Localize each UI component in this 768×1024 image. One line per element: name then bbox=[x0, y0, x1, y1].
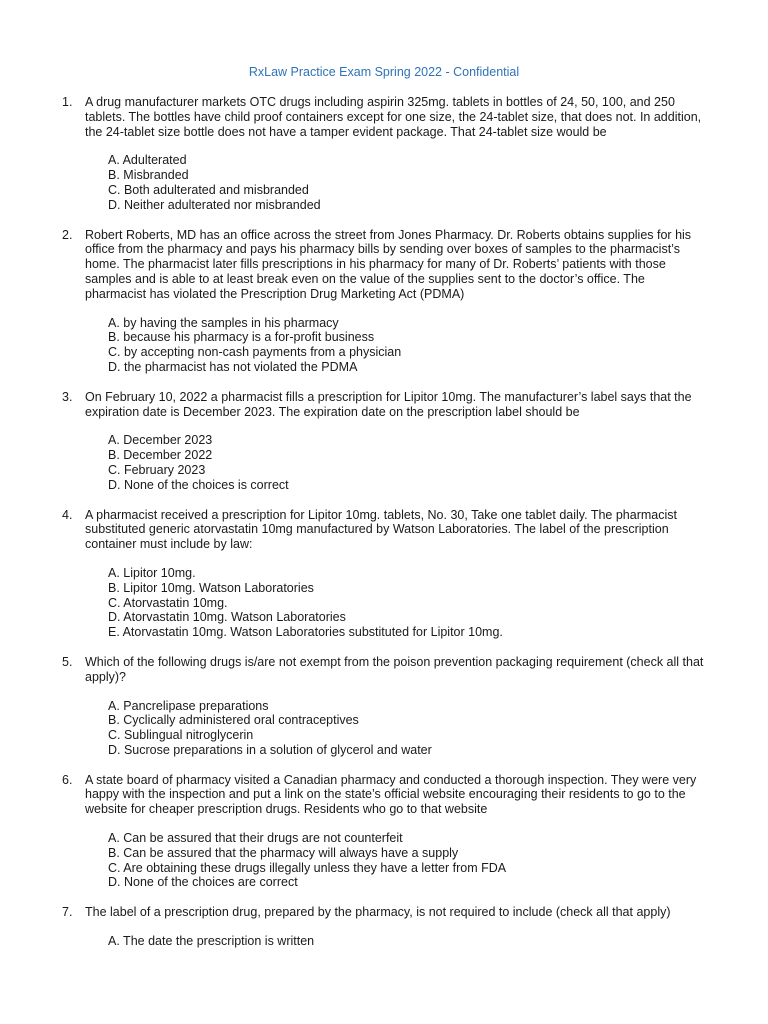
answer-choice: D. Neither adulterated nor misbranded bbox=[108, 197, 321, 212]
question-body bbox=[85, 228, 706, 375]
answer-choice: D. None of the choices is correct bbox=[108, 477, 289, 492]
question-text: A pharmacist received a prescription for Lipitor 10mg. tablets, No. 30, Take one tablet daily. The pharmacist substituted generic atorvastatin 10mg manufactured by Watson Laboratories. The label of the prescription container must include by law: bbox=[85, 507, 677, 552]
question-number: 2. bbox=[62, 227, 73, 242]
question-text: A state board of pharmacy visited a Canadian pharmacy and conducted a thorough inspection. They were very happy with the inspection and put a link on the state’s official website encouraging their residents to go to the website for cheaper prescription drugs. Residents who go to that website bbox=[85, 772, 697, 817]
answer-choice: C. Both adulterated and misbranded bbox=[108, 182, 309, 197]
question-body bbox=[85, 390, 706, 493]
question-body bbox=[85, 905, 706, 949]
answer-choice: D. Atorvastatin 10mg. Watson Laboratories bbox=[108, 610, 346, 625]
question-text: Robert Roberts, MD has an office across the street from Jones Pharmacy. Dr. Roberts obtains supplies for his office from the pharmacy and pays his pharmacy bills by sending over boxes of samples to the pharmacist’s home. The pharmacist later fills prescriptions in his pharmacy for many of Dr. Roberts’ patients with those samples and is able to at least break even on the value of the supplies sent to the doctor’s office. The pharmacist has violated the Prescription Drug Marketing Act (PDMA) bbox=[85, 227, 692, 301]
answer-choice: D. None of the choices are correct bbox=[108, 875, 298, 890]
answer-choice: B. Lipitor 10mg. Watson Laboratories bbox=[108, 580, 314, 595]
choice-list bbox=[108, 316, 706, 375]
question-body bbox=[85, 508, 706, 640]
answer-choice: A. Can be assured that their drugs are not counterfeit bbox=[108, 831, 403, 846]
choice-list bbox=[108, 934, 706, 949]
answer-choice: C. Sublingual nitroglycerin bbox=[108, 728, 254, 743]
answer-choice: A. Adulterated bbox=[108, 153, 187, 168]
question-text: Which of the following drugs is/are not exempt from the poison prevention packaging requirement (check all that apply)? bbox=[85, 654, 704, 684]
question-item bbox=[62, 508, 706, 640]
question-body bbox=[85, 655, 706, 758]
answer-choice: B. because his pharmacy is a for-profit business bbox=[108, 330, 375, 345]
question-body bbox=[85, 95, 706, 213]
question-number: 3. bbox=[62, 389, 73, 404]
answer-choice: B. Misbranded bbox=[108, 168, 189, 183]
answer-choice: B. Cyclically administered oral contraceptives bbox=[108, 713, 359, 728]
answer-choice: B. Can be assured that the pharmacy will always have a supply bbox=[108, 845, 459, 860]
question-text: The label of a prescription drug, prepared by the pharmacy, is not required to include (check all that apply) bbox=[85, 905, 671, 920]
question-text: A drug manufacturer markets OTC drugs including aspirin 325mg. tablets in bottles of 24, 50, 100, and 250 tablets. The bottles have child proof containers except for one size, the 24-tablet size, that does not. In addition, the 24-tablet size bottle does not have a tamper evident package. That 24-tablet size would be bbox=[85, 95, 702, 139]
question-item bbox=[62, 905, 706, 949]
answer-choice: E. Atorvastatin 10mg. Watson Laboratories substituted for Lipitor 10mg. bbox=[108, 625, 503, 640]
answer-choice: C. Atorvastatin 10mg. bbox=[108, 595, 228, 610]
choice-list bbox=[108, 566, 706, 640]
question-number: 6. bbox=[62, 772, 73, 787]
answer-choice: A. Lipitor 10mg. bbox=[108, 565, 196, 580]
question-number: 7. bbox=[62, 905, 73, 920]
question-item bbox=[62, 228, 706, 375]
question-item bbox=[62, 655, 706, 758]
choice-list bbox=[108, 831, 706, 890]
question-item bbox=[62, 390, 706, 493]
choice-list bbox=[108, 433, 706, 492]
choice-list bbox=[108, 699, 706, 758]
question-body bbox=[85, 773, 706, 891]
answer-choice: C. Are obtaining these drugs illegally unless they have a letter from FDA bbox=[108, 860, 507, 875]
page-title: RxLaw Practice Exam Spring 2022 - Confidential bbox=[248, 65, 520, 79]
answer-choice: B. December 2022 bbox=[108, 448, 213, 463]
answer-choice: A. Pancrelipase preparations bbox=[108, 698, 269, 713]
answer-choice: A. December 2023 bbox=[108, 433, 213, 448]
question-number: 4. bbox=[62, 507, 73, 522]
answer-choice: C. February 2023 bbox=[108, 462, 206, 477]
choice-list bbox=[108, 153, 706, 212]
question-list bbox=[62, 95, 706, 949]
question-text: On February 10, 2022 a pharmacist fills a prescription for Lipitor 10mg. The manufacturer’s label says that the expiration date is December 2023. The expiration date on the prescription label should be bbox=[85, 389, 692, 419]
answer-choice: C. by accepting non-cash payments from a physician bbox=[108, 345, 402, 360]
question-item bbox=[62, 95, 706, 213]
answer-choice: D. Sucrose preparations in a solution of glycerol and water bbox=[108, 742, 432, 757]
question-number: 1. bbox=[62, 95, 73, 109]
question-number: 5. bbox=[62, 654, 73, 669]
answer-choice: A. by having the samples in his pharmacy bbox=[108, 315, 339, 330]
question-item bbox=[62, 773, 706, 891]
answer-choice: D. the pharmacist has not violated the PDMA bbox=[108, 359, 358, 374]
answer-choice: A. The date the prescription is written bbox=[108, 934, 315, 949]
